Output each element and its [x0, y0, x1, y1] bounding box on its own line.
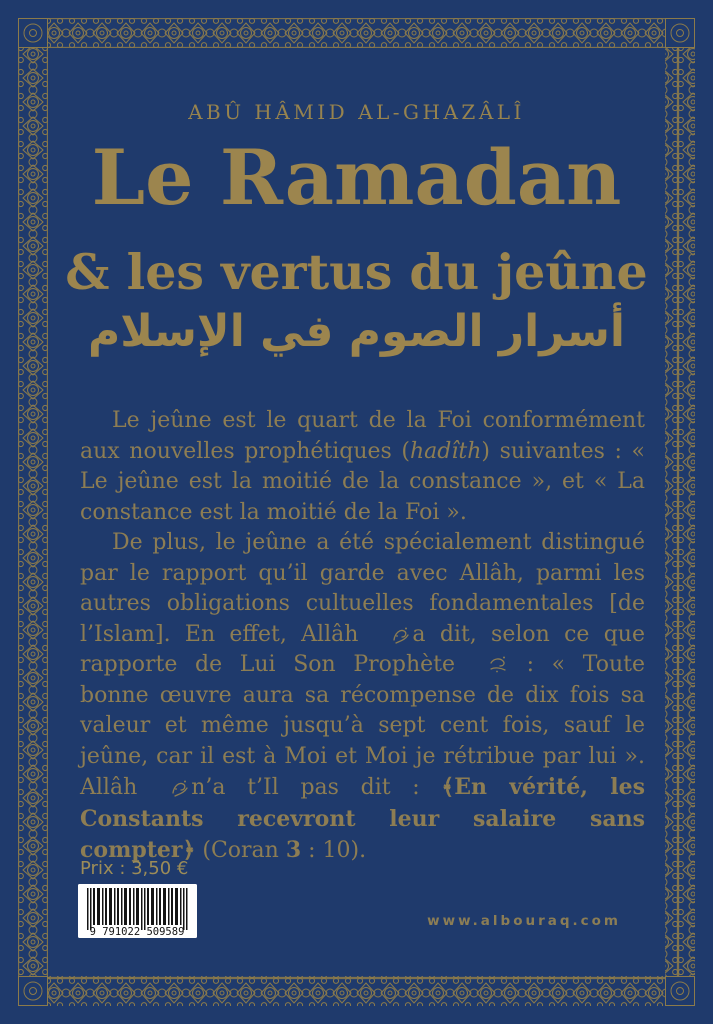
- book-title-arabic: أسرار الصوم في الإسلام: [88, 306, 625, 357]
- paragraph-1-text: Le jeûne est le quart de la Foi conformément aux nouvelles prophétiques (: [80, 408, 645, 464]
- quran-open-bracket: ﴾: [441, 775, 455, 800]
- paragraph-2-text: De plus, le jeûne a été spécialement distingué par le rapport qu’il garde avec Allâh, parmi les autres obligations cultuelles fondamentales [de l’Islam]. En effet, Allâh: [80, 530, 645, 647]
- book-subtitle: & les vertus du jeûne: [65, 243, 648, 301]
- paragraph-1-text-cont: ) suivantes : « Le jeûne est la moitié de la constance », et « La constance est la moitié de la Foi ».: [80, 438, 645, 525]
- quran-surah-number: 3: [285, 837, 302, 863]
- author-name: ABÛ HÂMID AL-GHAZÂLÎ: [188, 100, 525, 124]
- hadith-italic: hadîth: [410, 438, 482, 464]
- barcode-number: 9 791022 509589: [89, 926, 185, 938]
- barcode: [78, 884, 197, 938]
- barcode-bars: [87, 888, 188, 930]
- paragraph-2-text-cont3: n’a t’Il pas dit :: [191, 775, 442, 800]
- back-cover-text: [80, 406, 645, 867]
- paragraph-2: [80, 528, 645, 867]
- book-title: Le Ramadan: [91, 133, 622, 222]
- publisher-website: www.albouraq.com: [427, 913, 621, 929]
- allah-honorific-icon: [360, 625, 410, 645]
- quran-reference-end: : 10).: [301, 838, 367, 863]
- paragraph-2-text-cont1: a dit, selon ce que rapporte de Lui Son Prophète: [80, 621, 645, 677]
- quran-reference: (Coran: [195, 838, 286, 863]
- allah-honorific-icon: [139, 778, 189, 798]
- paragraph-1: [80, 406, 645, 528]
- price-label: Prix : 3,50 €: [80, 858, 189, 879]
- paragraph-2-text-cont2: : « Toute bonne œuvre aura sa récompense de dix fois sa valeur et même jusqu’à sept cent fois, sauf le jeûne, car il est à Moi et Moi je rétribue par lui ». Allâh: [80, 652, 645, 800]
- quran-quote-bold: En vérité, les Constants recevront leur salaire sans compter: [80, 774, 645, 863]
- quran-close-bracket: ﴿: [182, 838, 196, 863]
- prophet-honorific-icon: [457, 655, 507, 675]
